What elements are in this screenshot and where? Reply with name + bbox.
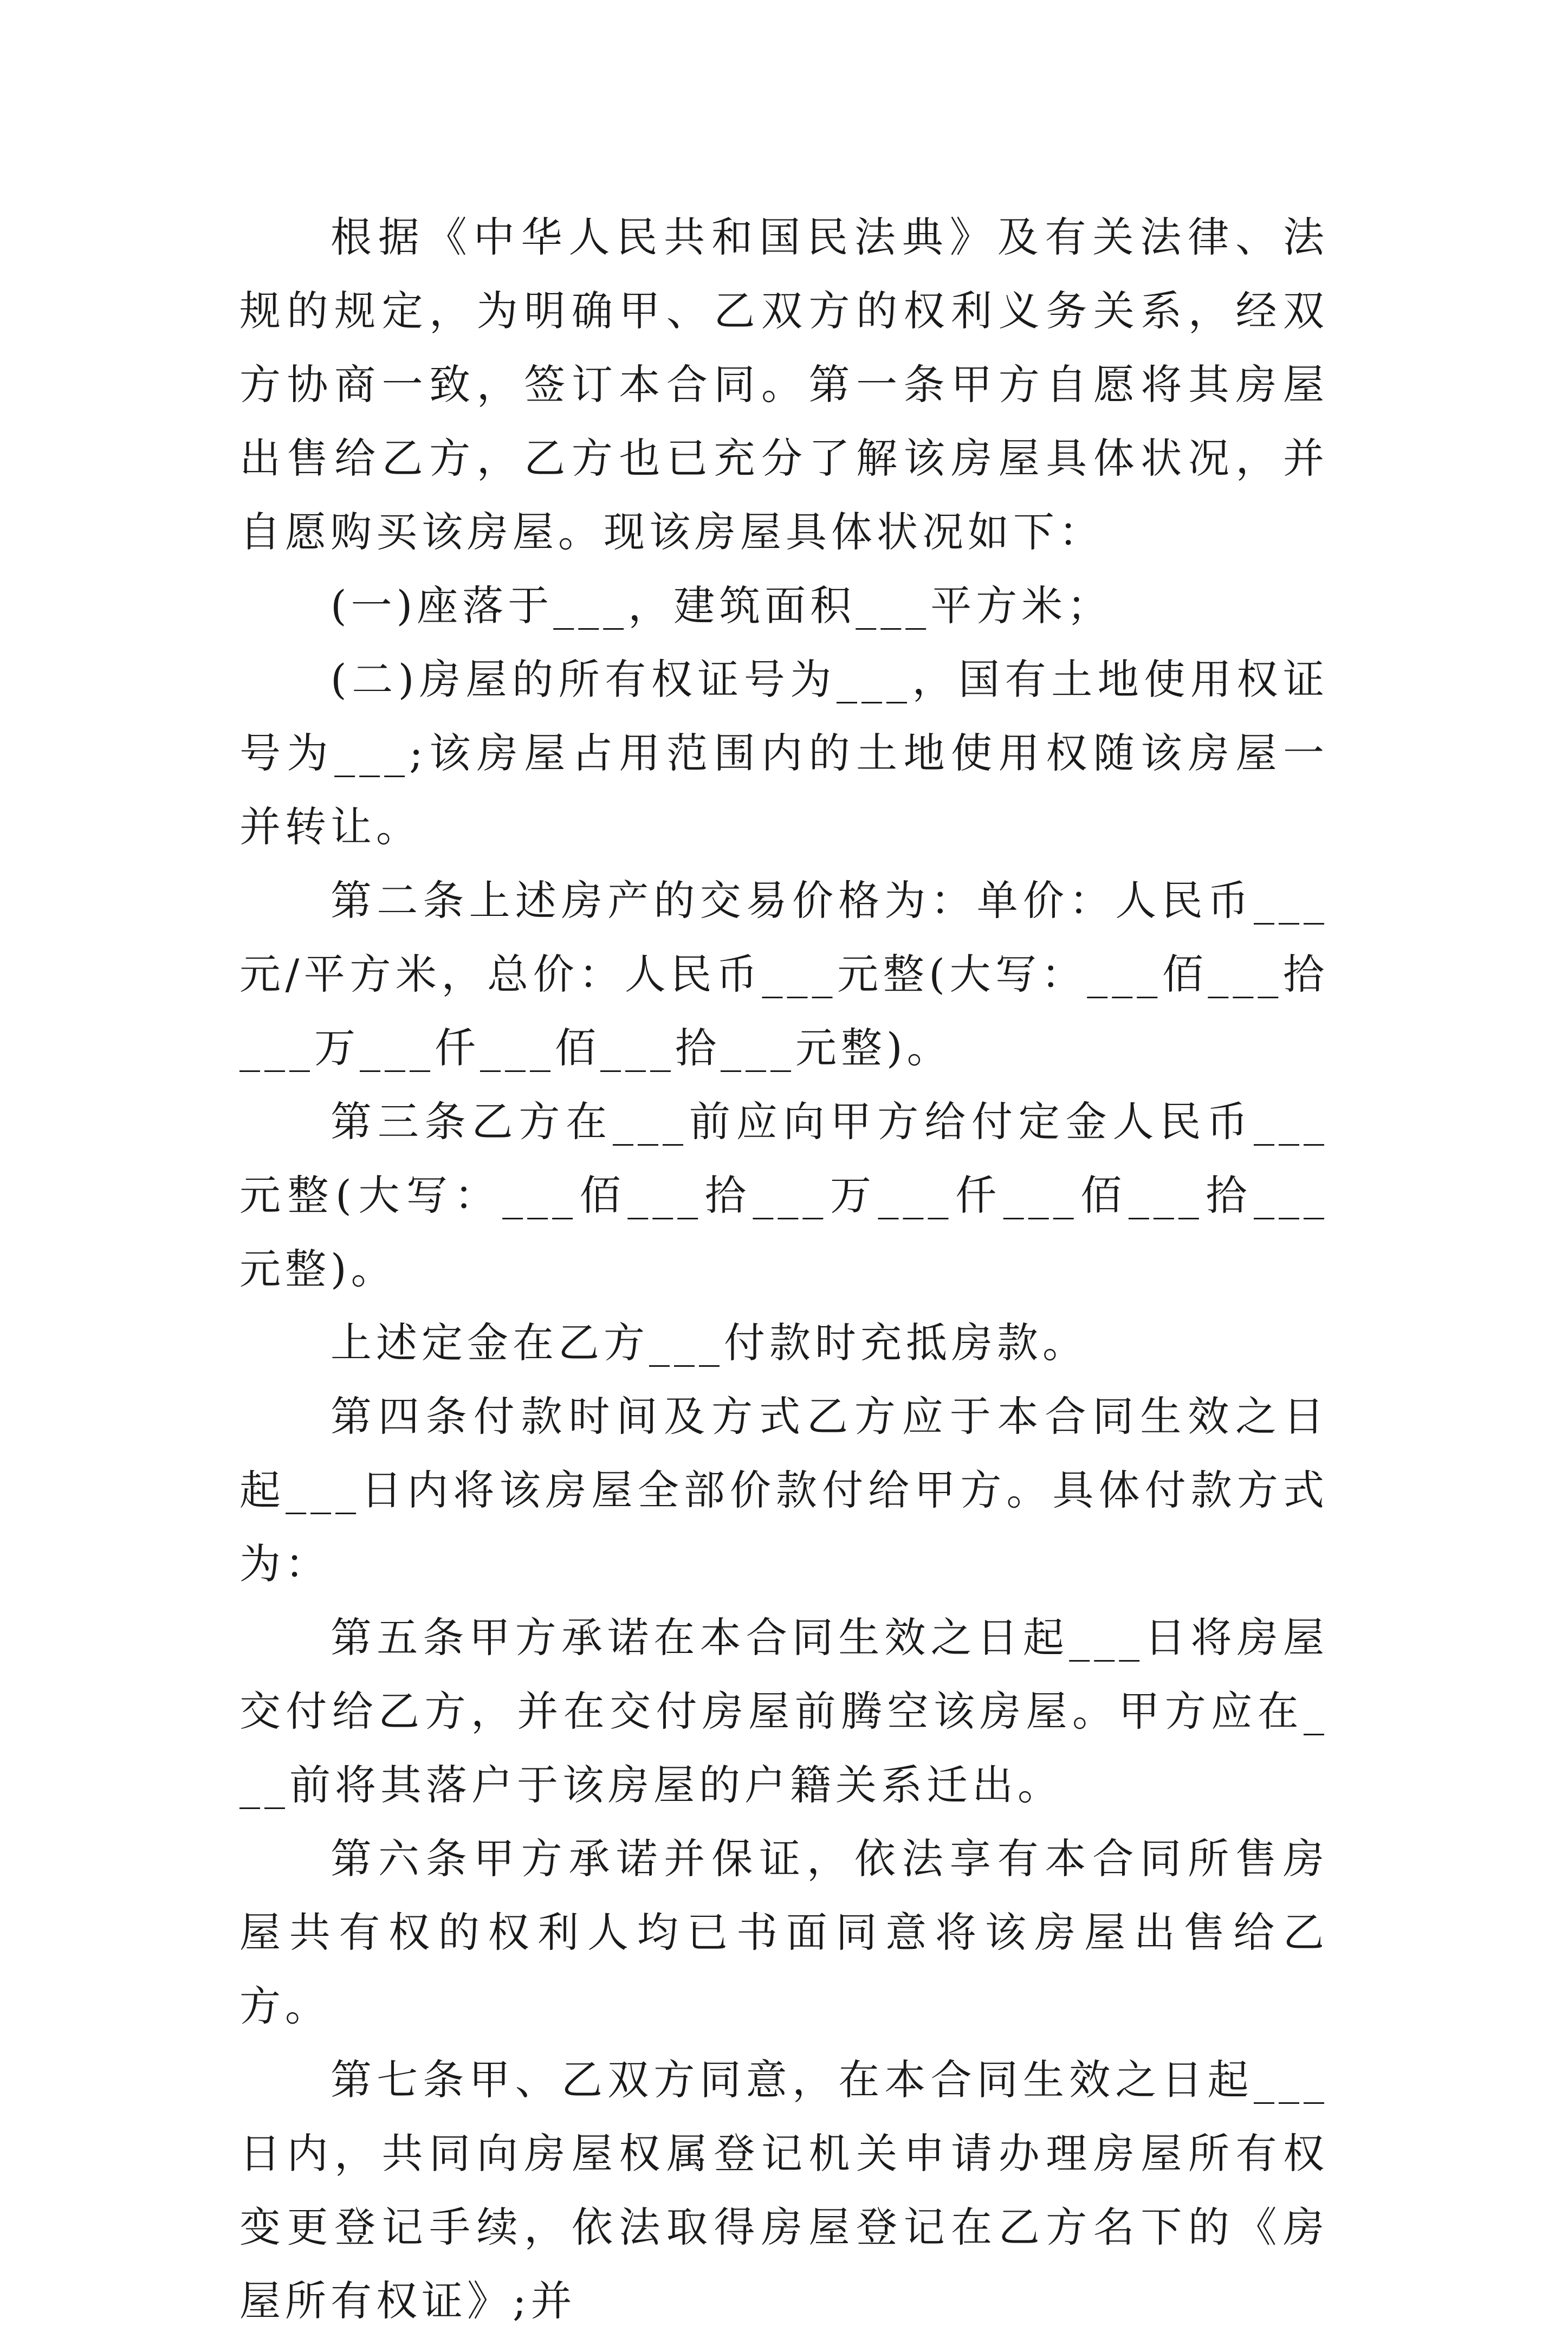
paragraph-article-3: 第三条乙方在___前应向甲方给付定金人民币___元整(大写：___佰___拾___万___仟___佰___拾___元整)。 bbox=[239, 1097, 1329, 1293]
paragraph-intro: 根据《中华人民共和国民法典》及有关法律、法规的规定，为明确甲、乙双方的权利义务关系，经双方协商一致，签订本合同。第一条甲方自愿将其房屋出售给乙方，乙方也已充分了解该房屋具体状况，并自愿购买该房屋。现该房屋具体状况如下： bbox=[239, 213, 1329, 556]
paragraph-deposit: 上述定金在乙方___付款时充抵房款。 bbox=[331, 1319, 1088, 1367]
paragraph-article-4: 第四条付款时间及方式乙方应于本合同生效之日起___日内将该房屋全部价款付给甲方。具体付款方式为： bbox=[239, 1392, 1329, 1588]
paragraph-article-6: 第六条甲方承诺并保证，依法享有本合同所售房屋共有权的权利人均已书面同意将该房屋出售给乙方。 bbox=[239, 1835, 1329, 2030]
paragraph-location: (一)座落于___，建筑面积___平方米； bbox=[331, 582, 1113, 630]
paragraph-article-2: 第二条上述房产的交易价格为：单价：人民币___元/平方米，总价：人民币___元整(大写：___佰___拾___万___仟___佰___拾___元整)。 bbox=[239, 876, 1329, 1072]
paragraph-certificate: (二)房屋的所有权证号为___，国有土地使用权证号为___;该房屋占用范围内的土地使用权随该房屋一并转让。 bbox=[239, 655, 1329, 851]
paragraph-article-5: 第五条甲方承诺在本合同生效之日起___日将房屋交付给乙方，并在交付房屋前腾空该房屋。甲方应在___前将其落户于该房屋的户籍关系迁出。 bbox=[239, 1613, 1329, 1809]
paragraph-article-7: 第七条甲、乙双方同意，在本合同生效之日起___日内，共同向房屋权属登记机关申请办理房屋所有权变更登记手续，依法取得房屋登记在乙方名下的《房屋所有权证》;并 bbox=[239, 2056, 1329, 2325]
document-body bbox=[239, 201, 1329, 2338]
